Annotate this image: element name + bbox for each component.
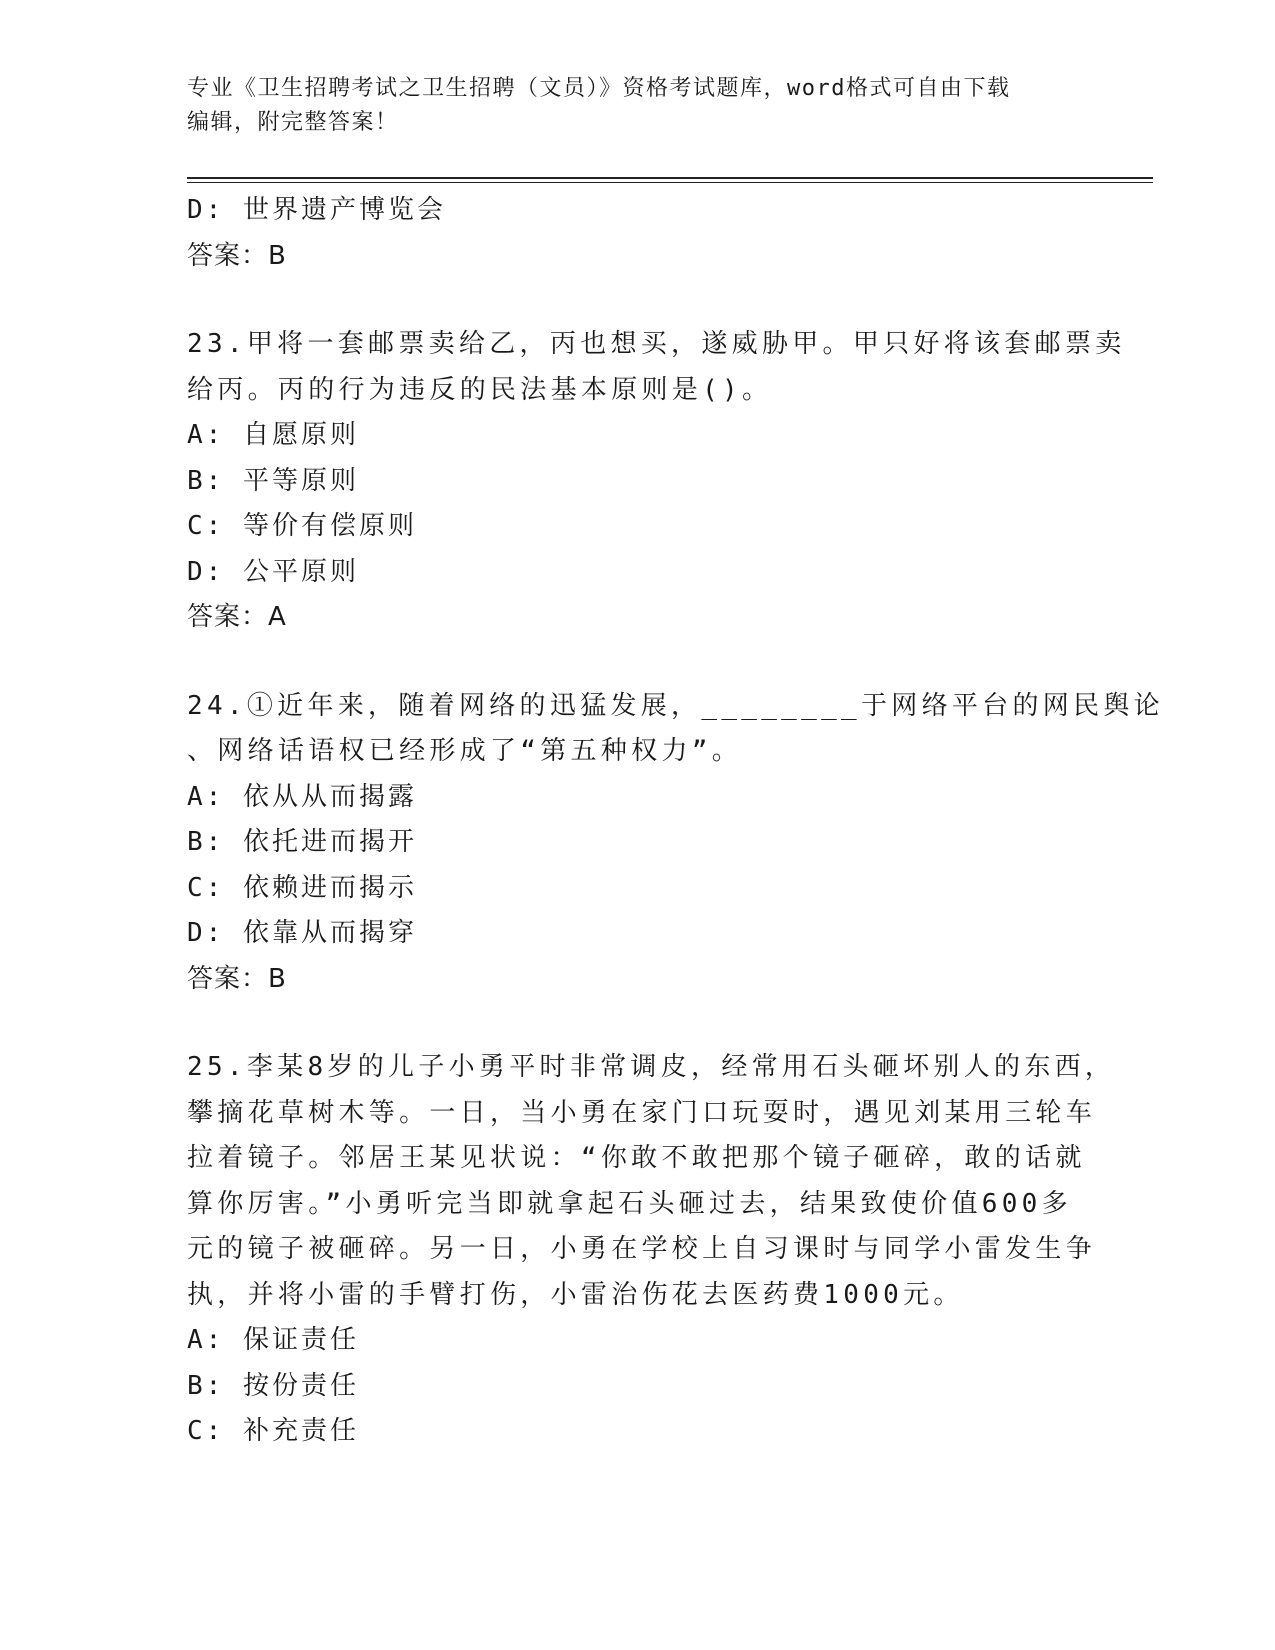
answer-line: 答案：A xyxy=(187,602,287,632)
question-stem-line: 元的镜子被砸碎。另一日，小勇在学校上自习课时与同学小雷发生争 xyxy=(187,1234,1097,1264)
answer-line: 答案：B xyxy=(187,963,287,994)
question-stem-line: 、网络话语权已经形成了“第五种权力”。 xyxy=(187,736,743,766)
question-stem-line: 25.李某8岁的儿子小勇平时非常调皮，经常用石头砸坏别人的东西， xyxy=(187,1052,1116,1082)
option-b: B: 依托进而揭开 xyxy=(187,827,417,857)
option-d: D: 世界遗产博览会 xyxy=(187,195,446,225)
spacer xyxy=(187,1002,1087,1045)
header-rule-thin xyxy=(187,182,1153,183)
question-23 xyxy=(187,322,1126,641)
option-c: C: 依赖进而揭示 xyxy=(187,872,417,903)
header-line-2: 编辑，附完整答案！ xyxy=(187,110,399,135)
option-b: B: 平等原则 xyxy=(187,465,359,496)
spacer xyxy=(187,279,1087,322)
question-stem-line: 算你厉害。”小勇听完当即就拿起石头砸过去，结果致使价值600多 xyxy=(187,1188,1072,1219)
answer-line: 答案：B xyxy=(187,240,287,271)
previous-question-tail xyxy=(187,188,1087,279)
question-stem-line: 执，并将小雷的手臂打伤，小雷治伤花去医药费1000元。 xyxy=(187,1279,964,1310)
question-content xyxy=(187,188,1164,1455)
question-stem-line: 给丙。丙的行为违反的民法基本原则是()。 xyxy=(187,374,773,405)
header-line-1: 专业《卫生招聘考试之卫生招聘（文员）》资格考试题库，word格式可自由下载 xyxy=(187,76,1011,101)
option-a: A: 依从从而揭露 xyxy=(187,781,417,812)
option-c: C: 补充责任 xyxy=(187,1416,359,1446)
header-rule-thick xyxy=(187,177,1153,179)
question-stem-line: 攀摘花草树木等。一日，当小勇在家门口玩耍时，遇见刘某用三轮车 xyxy=(187,1097,1097,1128)
option-d: D: 公平原则 xyxy=(187,556,359,587)
question-stem-line: 24.①近年来，随着网络的迅猛发展，________于网络平台的网民舆论 xyxy=(187,690,1164,721)
option-a: A: 保证责任 xyxy=(187,1325,359,1355)
document-header xyxy=(187,72,1087,140)
option-c: C: 等价有偿原则 xyxy=(187,511,417,541)
option-d: D: 依靠从而揭穿 xyxy=(187,918,417,948)
question-stem-line: 23.甲将一套邮票卖给乙，丙也想买，遂威胁甲。甲只好将该套邮票卖 xyxy=(187,329,1126,359)
question-24 xyxy=(187,684,1164,1003)
option-a: A: 自愿原则 xyxy=(187,420,359,450)
question-25 xyxy=(187,1045,1116,1455)
spacer xyxy=(187,641,1087,684)
question-stem-line: 拉着镜子。邻居王某见状说：“你敢不敢把那个镜子砸碎，敢的话就 xyxy=(187,1143,1086,1173)
option-b: B: 按份责任 xyxy=(187,1370,359,1401)
